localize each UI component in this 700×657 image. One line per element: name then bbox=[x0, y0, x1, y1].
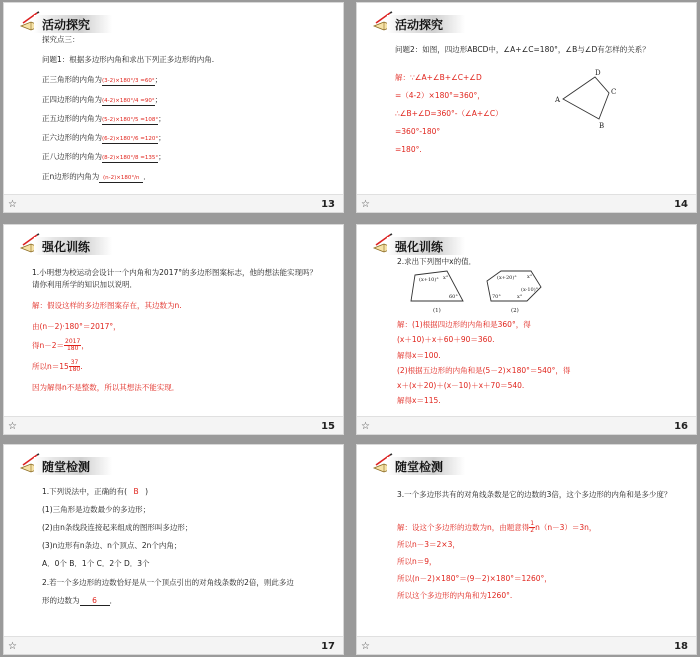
angle-label: x° bbox=[517, 294, 523, 300]
answer-blank: 6 bbox=[80, 596, 110, 606]
slide-footer bbox=[357, 416, 696, 434]
answer-choice: B bbox=[133, 487, 139, 496]
question-text: 3.一个多边形共有的对角线条数是它的边数的3倍，这个多边形的内角和是多少度？ bbox=[397, 490, 672, 499]
slide-footer bbox=[4, 636, 343, 654]
slide-title bbox=[18, 231, 138, 257]
slide-footer bbox=[4, 194, 343, 212]
solution-line: 由(n－2)·180°＝2017°， bbox=[32, 322, 121, 331]
option-line: (2)由n条线段连接起来组成的图形叫多边形； bbox=[42, 523, 193, 532]
slide-13[interactable] bbox=[3, 2, 344, 213]
figure-caption: (2) bbox=[511, 308, 519, 314]
answer-blank: (n-2)×180°/n bbox=[99, 175, 143, 183]
solution-line: =180°. bbox=[395, 145, 422, 154]
page-number: 17 bbox=[321, 641, 335, 652]
vertex-label-a: A bbox=[555, 96, 561, 104]
star-icon[interactable]: ☆ bbox=[361, 421, 370, 432]
solution-line: 解得x＝115. bbox=[397, 396, 441, 405]
fraction: $\frac{1}{2}$ bbox=[530, 520, 535, 535]
question-row: 形的边数为 6 ． bbox=[42, 596, 117, 605]
solution-line: (x＋10)＋x＋60＋90＝360. bbox=[397, 335, 495, 344]
star-icon[interactable]: ☆ bbox=[8, 641, 17, 652]
slide-title-text: 随堂检测 bbox=[42, 460, 91, 474]
question-row: 正四边形的内角为(4-2)×180°/4 =90°； bbox=[42, 95, 163, 104]
question-row: 正八边形的内角为(8-2)×180°/8 =135°； bbox=[42, 152, 166, 161]
slide-14[interactable] bbox=[356, 2, 697, 213]
page-number: 16 bbox=[674, 421, 688, 432]
question-text: 问题2：如图，四边形ABCD中，∠A+∠C=180°，∠B与∠D有怎样的关系？ bbox=[395, 45, 650, 54]
answer-blank: (3-2)×180°/3 =60° bbox=[102, 78, 155, 84]
answer-blank: (5-2)×180°/5 =108° bbox=[102, 117, 159, 123]
solution-line: 所以n＝9， bbox=[397, 557, 437, 566]
text-line: 问题1：根据多边形内角和求出下列正多边形的内角. bbox=[42, 55, 215, 64]
vertex-label-d: D bbox=[595, 69, 601, 77]
quadrilateral-figure bbox=[553, 65, 623, 131]
slide-title bbox=[18, 451, 138, 477]
star-icon[interactable]: ☆ bbox=[8, 421, 17, 432]
answer-blank: (4-2)×180°/4 =90° bbox=[102, 98, 155, 104]
vertex-label-b: B bbox=[599, 122, 605, 130]
fraction: $\frac{37}{180}$ bbox=[68, 359, 81, 374]
solution-line: 解：假设这样的多边形图案存在，其边数为n. bbox=[32, 301, 182, 310]
question-text: 2.求出下列图中x的值． bbox=[397, 257, 477, 266]
angle-label: 70° bbox=[492, 294, 501, 300]
slide-title-text: 随堂检测 bbox=[395, 460, 444, 474]
solution-line: 解：设这个多边形的边数为n，由题意得 $\frac{1}{2}$ n（n－3）＝3n， bbox=[397, 520, 597, 535]
solution-line: 解：∵∠A+∠B+∠C+∠D bbox=[395, 73, 482, 82]
option-line: (3)n边形有n条边、n个顶点、2n个内角； bbox=[42, 541, 182, 550]
slide-title-text: 强化训练 bbox=[42, 240, 91, 254]
slide-footer bbox=[357, 636, 696, 654]
star-icon[interactable]: ☆ bbox=[8, 199, 17, 210]
slide-title-text: 活动探究 bbox=[42, 18, 91, 32]
slide-title bbox=[371, 231, 491, 257]
page-number: 15 bbox=[321, 421, 335, 432]
star-icon[interactable]: ☆ bbox=[361, 641, 370, 652]
slide-footer bbox=[4, 416, 343, 434]
solution-line: (2)根据五边形的内角和是(5－2)×180°＝540°，得 bbox=[397, 366, 571, 375]
angle-label: (x-10)° bbox=[521, 287, 539, 293]
slide-15[interactable] bbox=[3, 224, 344, 435]
page-number: 18 bbox=[674, 641, 688, 652]
slide-title bbox=[371, 451, 491, 477]
angle-label: (x+20)° bbox=[497, 275, 517, 281]
page-number: 14 bbox=[674, 199, 688, 210]
question-text: 2.若一个多边形的边数恰好是从一个顶点引出的对角线条数的2倍，则此多边 bbox=[42, 578, 294, 587]
angle-label: 60° bbox=[449, 294, 458, 300]
figure-caption: (1) bbox=[433, 308, 441, 314]
option-line: (1)三角形是边数最少的多边形； bbox=[42, 505, 151, 514]
solution-line: 所以n－3＝2×3， bbox=[397, 540, 460, 549]
figure-pentagon-2 bbox=[481, 267, 551, 315]
angle-label: (x+10)° bbox=[419, 277, 439, 283]
fraction: $\frac{2017}{180}$ bbox=[65, 338, 81, 353]
solution-line: 所以n＝15 $\frac{37}{180}$ . bbox=[32, 359, 83, 374]
slide-16[interactable] bbox=[356, 224, 697, 435]
slide-17[interactable] bbox=[3, 444, 344, 655]
solution-line: x＋(x＋20)＋(x－10)＋x＋70＝540. bbox=[397, 381, 525, 390]
question-row: 正三角形的内角为(3-2)×180°/3 =60°； bbox=[42, 75, 163, 84]
solution-line: 得n－2＝ $\frac{2017}{180}$ ， bbox=[32, 338, 89, 353]
solution-line: 解得x＝100. bbox=[397, 351, 441, 360]
answer-blank: (8-2)×180°/8 =135° bbox=[102, 155, 159, 161]
angle-label: x° bbox=[443, 275, 449, 281]
answer-blank: (6-2)×180°/6 =120° bbox=[102, 136, 159, 142]
figure-quadrilateral-1 bbox=[407, 267, 471, 315]
question-row: 正六边形的内角为(6-2)×180°/6 =120°； bbox=[42, 133, 166, 142]
page-number: 13 bbox=[321, 199, 335, 210]
question-row: 1.下列说法中，正确的有( B ) bbox=[42, 487, 149, 496]
angle-label: x° bbox=[527, 274, 533, 280]
solution-line: 解：(1)根据四边形的内角和是360°，得 bbox=[397, 320, 531, 329]
solution-line: 所以这个多边形的内角和为1260°. bbox=[397, 591, 513, 600]
option-line: A．0个 B．1个 C．2个 D．3个 bbox=[42, 559, 150, 568]
solution-line: 所以(n－2)×180°＝(9－2)×180°＝1260°， bbox=[397, 574, 552, 583]
slide-18[interactable] bbox=[356, 444, 697, 655]
question-row: 正n边形的内角为 (n-2)×180°/n ． bbox=[42, 172, 151, 181]
slide-footer bbox=[357, 194, 696, 212]
solution-line: 因为解得n不是整数，所以其想法不能实现． bbox=[32, 383, 180, 392]
text-line: 探究点三： bbox=[42, 35, 80, 44]
question-row: 正五边形的内角为(5-2)×180°/5 =108°； bbox=[42, 114, 166, 123]
slide-title bbox=[371, 9, 491, 35]
solution-line: ∴∠B+∠D=360°-（∠A+∠C） bbox=[395, 109, 503, 118]
question-text: 1.小明想为校运动会设计一个内角和为2017°的多边形图案标志，他的想法能实现吗？请你利用所学的知识加以说明． bbox=[32, 268, 317, 289]
slide-title-text: 强化训练 bbox=[395, 240, 444, 254]
vertex-label-c: C bbox=[611, 88, 617, 96]
star-icon[interactable]: ☆ bbox=[361, 199, 370, 210]
solution-line: =（4-2）×180°=360°， bbox=[395, 91, 485, 100]
solution-line: =360°-180° bbox=[395, 127, 441, 136]
slide-title-text: 活动探究 bbox=[395, 18, 444, 32]
slide-title bbox=[18, 9, 138, 35]
